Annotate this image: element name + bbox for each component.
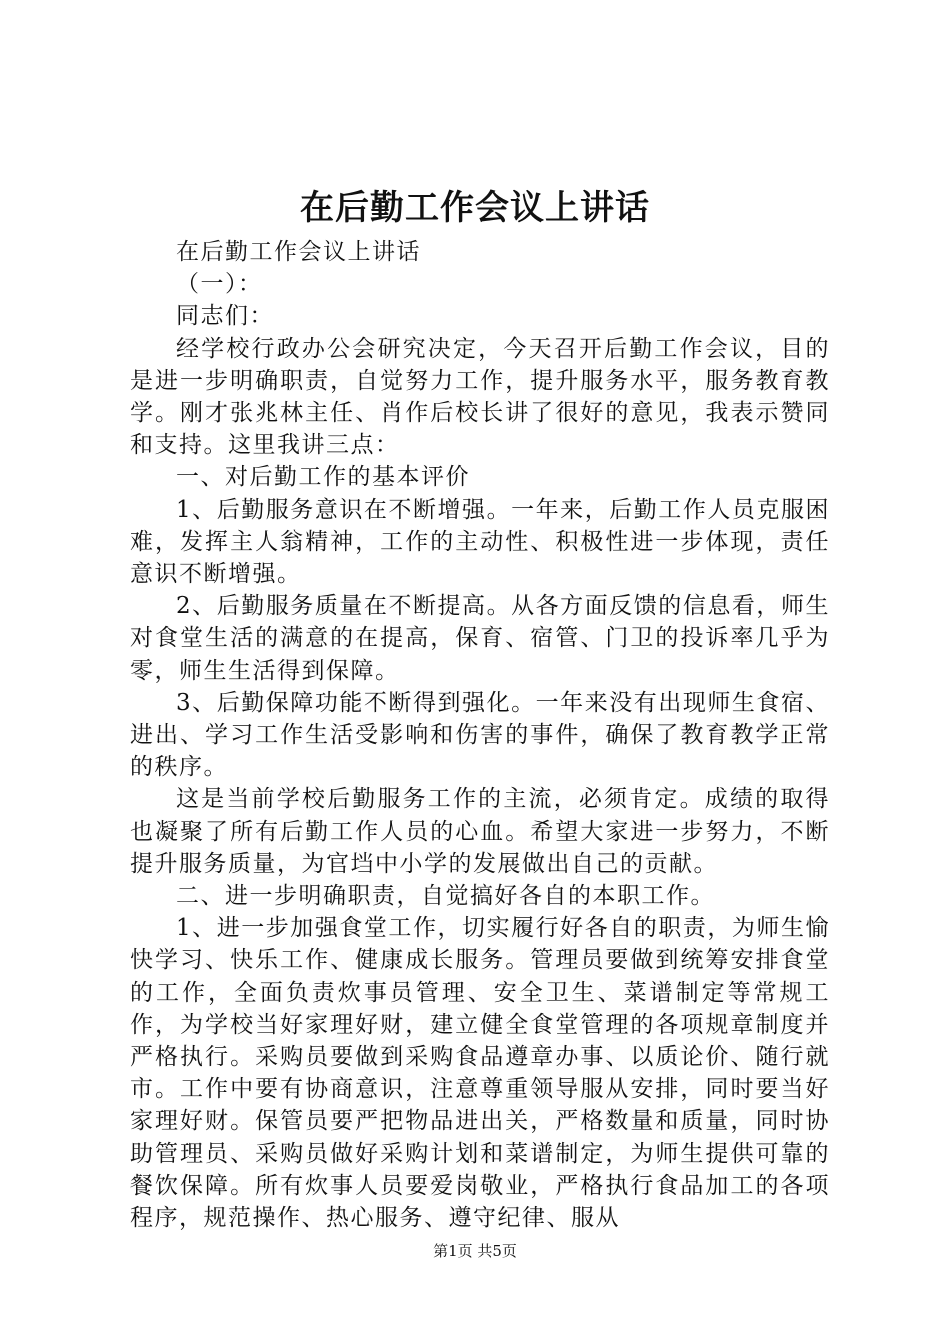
paragraph-subtitle: 在后勤工作会议上讲话: [176, 239, 421, 265]
paragraph-point-1: 1、后勤服务意识在不断增强。一年来，后勤工作人员克服困难，发挥主人翁精神，工作的主动性、积极性进一步体现，责任意识不断增强。: [130, 496, 830, 588]
document-body: [130, 236, 830, 1234]
heading-section-one: 一、对后勤工作的基本评价: [176, 464, 470, 491]
heading-section-two: 二、进一步明确职责，自觉搞好各自的本职工作。: [176, 883, 715, 910]
paragraph-intro: 经学校行政办公会研究决定，今天召开后勤工作会议，目的是进一步明确职责，自觉努力工作，提升服务水平，服务教育教学。刚才张兆林主任、肖作后校长讲了很好的意见，我表示赞同和支持。这里我讲三点：: [130, 335, 830, 459]
paragraph-point-3: 3、后勤保障功能不断得到强化。一年来没有出现师生食宿、进出、学习工作生活受影响和伤害的事件，确保了教育教学正常的秩序。: [130, 689, 830, 781]
paragraph-salutation: 同志们：: [176, 303, 274, 330]
paragraph-point-2: 2、后勤服务质量在不断提高。从各方面反馈的信息看，师生对食堂生活的满意的在提高，保育、宿管、门卫的投诉率几乎为零，师生生活得到保障。: [130, 593, 830, 684]
paragraph-summary: 这是当前学校后勤服务工作的主流，必须肯定。成绩的取得也凝聚了所有后勤工作人员的心血。希望大家进一步努力，不断提升服务质量，为官垱中小学的发展做出自己的贡献。: [130, 786, 830, 877]
paragraph-section-number: （一）：: [176, 271, 263, 298]
page-number-footer: 第1页 共5页: [433, 1242, 517, 1260]
paragraph-canteen-duties: 1、进一步加强食堂工作，切实履行好各自的职责，为师生愉快学习、快乐工作、健康成长服务。管理员要做到统筹安排食堂的工作，全面负责炊事员管理、安全卫生、菜谱制定等常规工作，为学校当好家理好财，建立健全食堂管理的各项规章制度并严格执行。采购员要做到采购食品遵章办事、以质论价、随行就市。工作中要有协商意识，注意尊重领导服从安排，同时要当好家理好财。保管员要严把物品进出关，严格数量和质量，同时协助管理员、采购员做好采购计划和菜谱制定，为师生提供可靠的餐饮保障。所有炊事人员要爱岗敬业，严格执行食品加工的各项程序，规范操作、热心服务、遵守纪律、服从: [130, 915, 830, 1232]
document-title: 在后勤工作会议上讲话: [300, 188, 650, 228]
